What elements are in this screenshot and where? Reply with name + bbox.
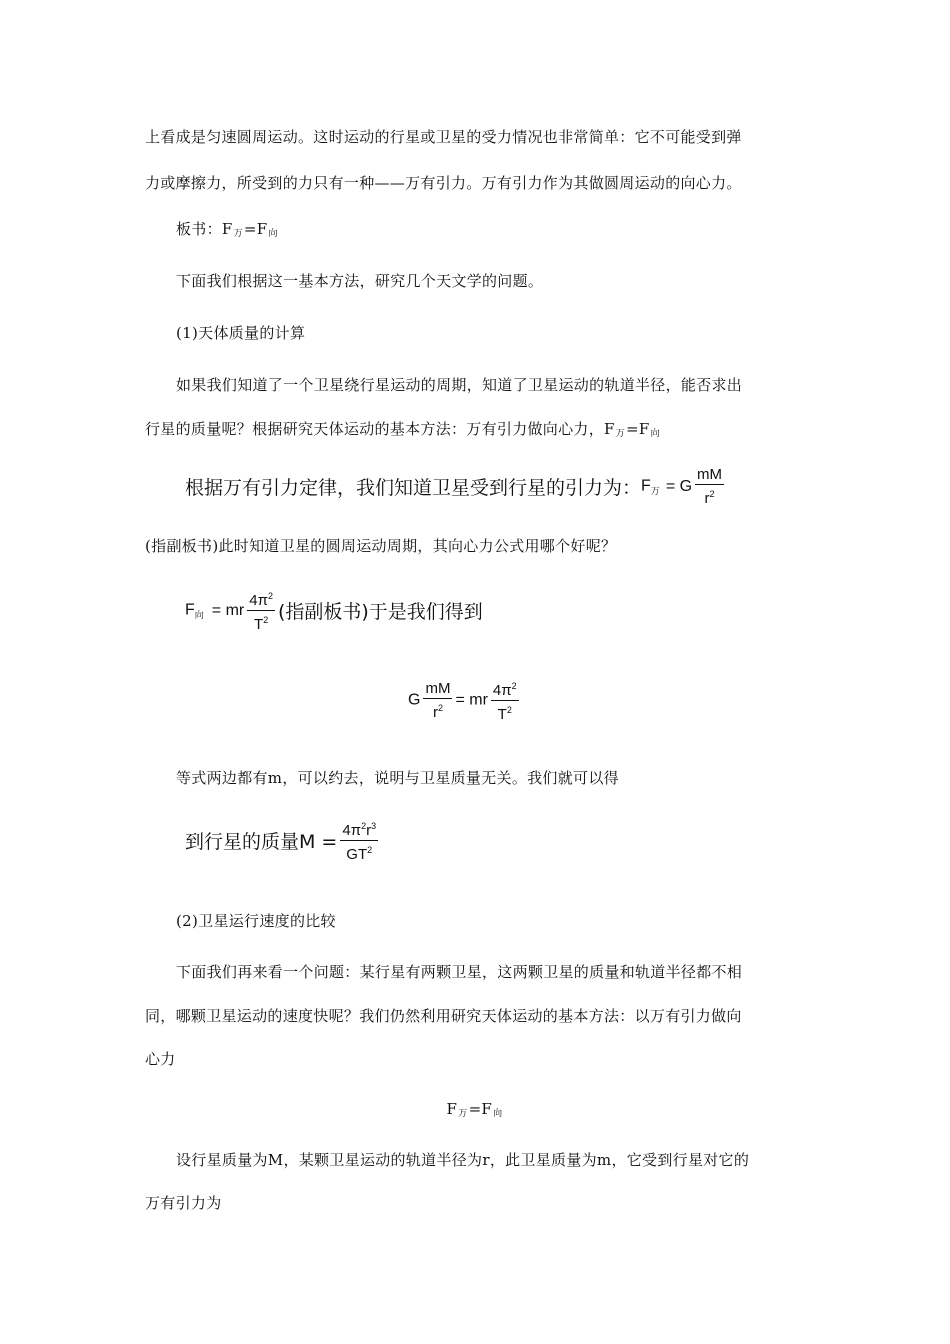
denominator: $T^2$: [497, 705, 512, 723]
formula-F: F: [641, 477, 651, 495]
fraction-4pi2-T2: [491, 678, 519, 723]
formula-text: 到行星的质量M =: [185, 831, 338, 853]
fraction-mM-r2: [695, 466, 724, 507]
formula-eq: = mr: [455, 691, 488, 709]
formula-G: G: [408, 691, 421, 709]
paragraph-line-15: 设行星质量为M，某颗卫星运动的轨道半径为r，此卫星质量为m，它受到行星对它的: [176, 1151, 750, 1169]
formula-equation: [408, 678, 522, 723]
numerator: $4\pi^2$: [247, 588, 275, 611]
denominator: $r^2$: [704, 489, 715, 507]
paragraph-line-7: [145, 419, 661, 444]
subscript-xiang: 向: [650, 429, 660, 439]
fraction-mass: [340, 818, 378, 863]
subscript-wan: 万: [615, 429, 626, 439]
subscript-xiang: 向: [268, 229, 278, 239]
formula-text: 根据万有引力定律，我们知道卫星受到行星的引力为：: [185, 477, 642, 499]
line-7-text: 行星的质量呢？根据研究天体运动的基本方法：万有引力做向心力，F: [145, 420, 615, 438]
formula-eq: = mr: [211, 601, 245, 619]
paragraph-line-8: (指副板书)此时知道卫星的圆周运动周期，其向心力公式用哪个好呢？: [145, 537, 617, 555]
formula-sub: 万: [650, 487, 660, 497]
subscript-xiang: 向: [493, 1109, 503, 1119]
formula-F: F: [185, 601, 195, 619]
paragraph-line-2: 力或摩擦力，所受到的力只有一种——万有引力。万有引力作为其做圆周运动的向心力。: [145, 174, 742, 192]
numerator: mM: [697, 466, 723, 483]
formula-gravitation: [185, 466, 727, 507]
paragraph-line-13: 心力: [145, 1050, 176, 1068]
formula-eq: = G: [665, 477, 693, 495]
board-note-label: 板书：F: [176, 220, 233, 238]
denominator: $r^2$: [432, 703, 443, 721]
paragraph-line-12: 同，哪颗卫星运动的速度快呢？我们仍然利用研究天体运动的基本方法：以万有引力做向: [145, 1007, 742, 1025]
formula-sub: 向: [194, 611, 204, 621]
board-note: [176, 219, 279, 244]
paragraph-line-1: 上看成是匀速圆周运动。这时运动的行星或卫星的受力情况也非常简单：它不可能受到弹: [145, 128, 742, 146]
paragraph-line-6: 如果我们知道了一个卫星绕行星运动的周期，知道了卫星运动的轨道半径，能否求出: [176, 376, 743, 394]
equals-f: =F: [468, 1100, 493, 1118]
fraction-4pi2-T2: [247, 588, 275, 633]
numerator: $4\pi^2$: [491, 678, 519, 701]
section-heading-1: (1)天体质量的计算: [176, 324, 306, 342]
numerator: mM: [425, 680, 451, 697]
equals-f: =F: [243, 220, 268, 238]
paragraph-line-11: 下面我们再来看一个问题：某行星有两颗卫星，这两颗卫星的质量和轨道半径都不相: [176, 963, 743, 981]
formula-centripetal: [185, 588, 483, 633]
paragraph-line-16: 万有引力为: [145, 1194, 222, 1212]
denominator: $GT^2$: [346, 845, 373, 863]
formula-F: F: [446, 1100, 458, 1118]
equals-f: =F: [626, 420, 650, 438]
centered-formula: [0, 1099, 950, 1124]
subscript-wan: 万: [458, 1109, 468, 1119]
paragraph-line-9: 等式两边都有m，可以约去，说明与卫星质量无关。我们就可以得: [176, 769, 619, 787]
formula-planet-mass: [185, 818, 381, 863]
subscript-wan: 万: [233, 229, 243, 239]
denominator: $T^2$: [254, 615, 269, 633]
fraction-mM-r2: [423, 680, 452, 721]
numerator: $4\pi^2r^3$: [340, 818, 378, 841]
section-heading-2: (2)卫星运行速度的比较: [176, 912, 336, 930]
formula-text: (指副板书)于是我们得到: [277, 601, 483, 623]
paragraph-line-4: 下面我们根据这一基本方法，研究几个天文学的问题。: [176, 272, 544, 290]
